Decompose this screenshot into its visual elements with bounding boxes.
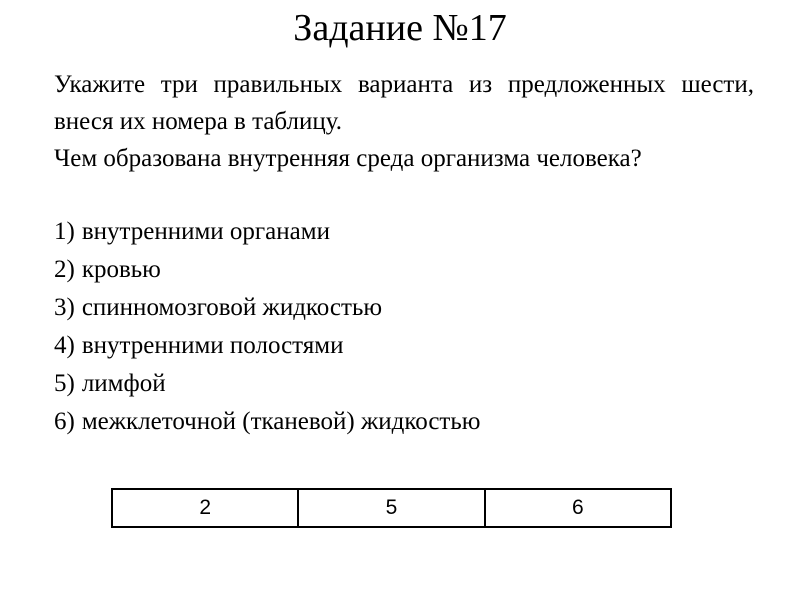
option-text: внутренними полостями [81, 332, 344, 359]
option-item-2 [54, 251, 754, 289]
option-text: лимфой [81, 370, 166, 397]
option-number: 2) [54, 256, 75, 283]
option-number: 3) [54, 294, 75, 321]
task-instruction-line-1: Укажите три правильных варианта из предложенных шести, [54, 71, 754, 98]
answer-table-row [112, 489, 671, 527]
page-title: Задание №17 [293, 7, 507, 49]
option-text: спинномозговой жидкостью [81, 294, 383, 321]
answer-table [111, 488, 672, 528]
answer-cell-2: 5 [298, 489, 484, 527]
option-number: 6) [54, 408, 75, 435]
answer-cell-3: 6 [485, 489, 671, 527]
option-text: межклеточной (тканевой) жидкостью [81, 408, 481, 435]
option-number: 4) [54, 332, 75, 359]
question-text: Чем образована внутренняя среда организма человека? [54, 145, 642, 172]
answer-cell-1: 2 [112, 489, 298, 527]
option-item-5 [54, 365, 754, 403]
option-item-4 [54, 327, 754, 365]
option-number: 5) [54, 370, 75, 397]
option-text: внутренними органами [81, 218, 330, 245]
option-number: 1) [54, 218, 75, 245]
option-text: кровью [81, 256, 161, 283]
option-item-1 [54, 213, 754, 251]
options-list [54, 213, 754, 441]
task-instruction-line-2: внеся их номера в таблицу. [54, 108, 343, 135]
option-item-3 [54, 289, 754, 327]
option-item-6 [54, 403, 754, 441]
slide-content [54, 66, 754, 441]
